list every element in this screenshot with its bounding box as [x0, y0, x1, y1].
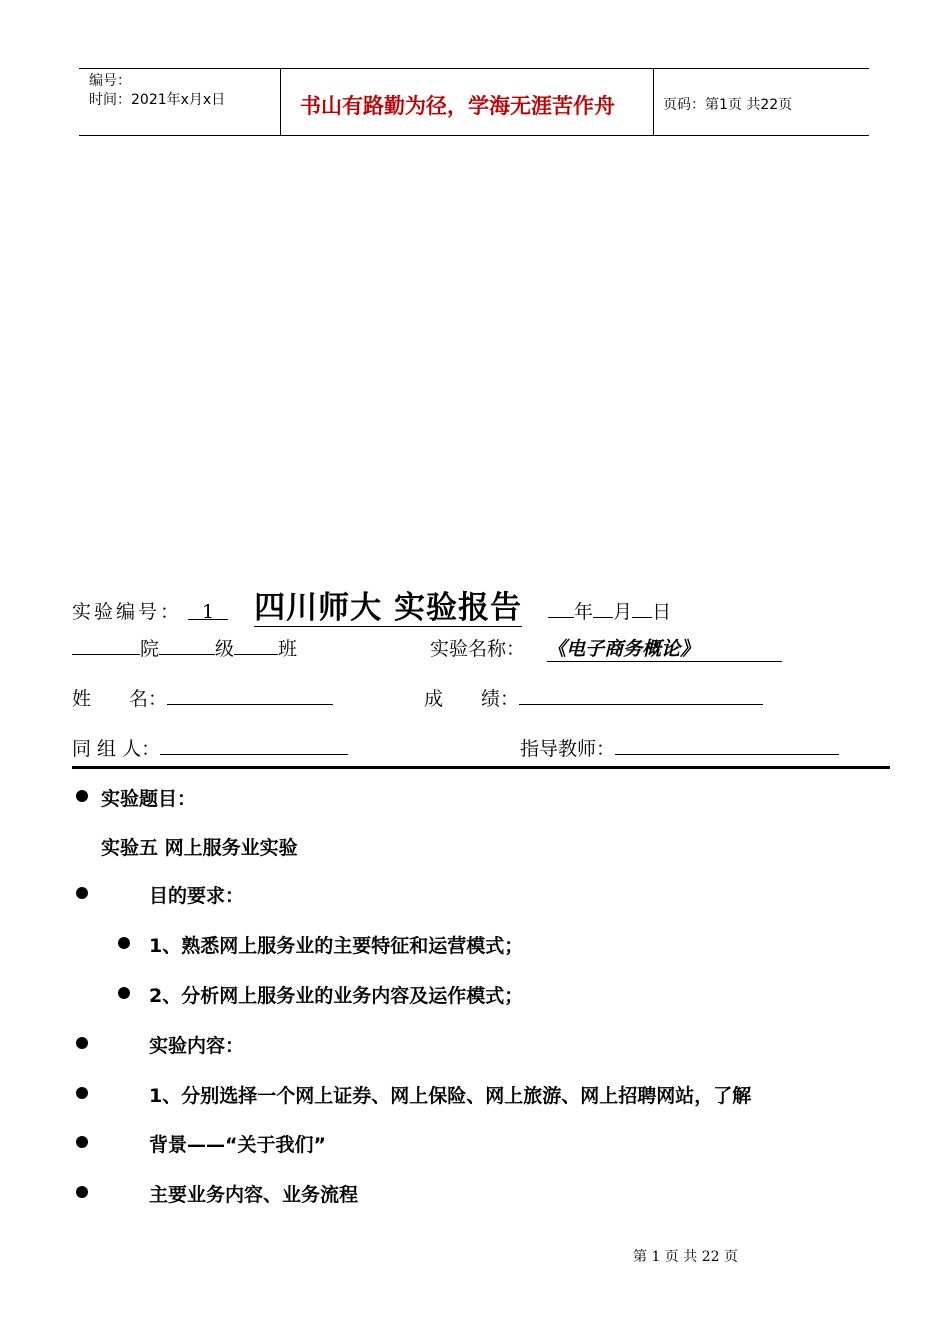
class-row — [72, 634, 297, 661]
group-label: 同 组 人： — [72, 738, 161, 760]
exp-no-value: 1 — [202, 601, 215, 623]
college-field — [72, 636, 140, 655]
year-label: 年 — [574, 601, 594, 623]
exp-name-value: 《电子商务概论》 — [547, 634, 782, 662]
group-row — [72, 734, 348, 761]
header-motto: 书山有路勤为径，学海无涯苦作舟 — [300, 93, 615, 118]
header-number-label: 编号： — [89, 73, 131, 89]
header-bottom-rule — [79, 135, 869, 136]
topic-heading: 实验题目： — [101, 788, 197, 810]
bullet-icon — [118, 937, 130, 949]
header-time-label: 时间：2021年x月x日 — [89, 92, 226, 108]
college-label: 院 — [140, 638, 160, 660]
teacher-label: 指导教师： — [520, 738, 616, 760]
teacher-field — [615, 736, 839, 755]
content-item: 背景——“关于我们” — [149, 1134, 326, 1156]
score-label: 成 绩： — [424, 688, 520, 710]
exp-no-value-field — [188, 601, 228, 623]
purpose-heading: 目的要求： — [149, 885, 245, 907]
bullet-icon — [76, 1136, 88, 1148]
score-row — [424, 684, 763, 711]
exp-name-row — [430, 634, 782, 662]
header-divider-left — [280, 68, 281, 136]
content-item: 主要业务内容、业务流程 — [149, 1184, 359, 1206]
report-title: 四川师大 实验报告 — [254, 590, 522, 626]
bullet-icon — [76, 887, 88, 899]
name-field — [167, 686, 333, 705]
teacher-row — [520, 734, 839, 761]
topic-value: 实验五 网上服务业实验 — [101, 837, 298, 859]
class-field — [234, 636, 278, 655]
purpose-item: 1、熟悉网上服务业的主要特征和运营模式； — [149, 935, 524, 957]
bullet-icon — [118, 987, 130, 999]
day-label: 日 — [652, 601, 672, 623]
header-page-label: 页码：第1页 共22页 — [663, 97, 793, 113]
footer-page-number: 第 1 页 共 22 页 — [633, 1249, 738, 1265]
section-divider — [72, 766, 890, 769]
bullet-icon — [76, 790, 88, 802]
header-top-rule — [79, 68, 869, 69]
header-divider-right — [653, 68, 654, 136]
exp-name-label: 实验名称： — [430, 638, 526, 660]
group-field — [160, 736, 348, 755]
name-label: 姓 名： — [72, 688, 168, 710]
year-field — [548, 599, 574, 618]
content-heading: 实验内容： — [149, 1035, 245, 1057]
report-title-row — [72, 582, 671, 627]
month-field — [593, 599, 613, 618]
name-row — [72, 684, 333, 711]
day-field — [632, 599, 652, 618]
bullet-icon — [76, 1087, 88, 1099]
score-field — [519, 686, 763, 705]
class-label: 班 — [278, 638, 298, 660]
grade-label: 级 — [215, 638, 235, 660]
exp-no-label: 实验编号： — [72, 601, 183, 623]
bullet-icon — [76, 1186, 88, 1198]
grade-field — [159, 636, 215, 655]
content-item: 1、分别选择一个网上证券、网上保险、网上旅游、网上招聘网站，了解 — [149, 1085, 752, 1107]
purpose-item: 2、分析网上服务业的业务内容及运作模式； — [149, 985, 524, 1007]
bullet-icon — [76, 1037, 88, 1049]
month-label: 月 — [613, 601, 633, 623]
